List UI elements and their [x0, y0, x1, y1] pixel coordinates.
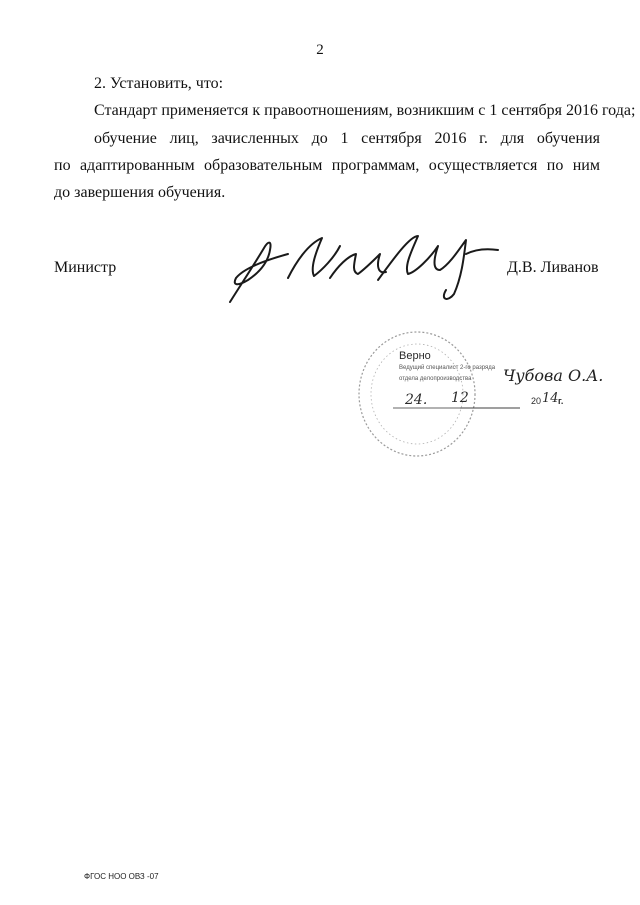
- minister-title: Министр: [54, 259, 117, 276]
- page-number: 2: [316, 42, 324, 58]
- paragraph-training-line-3: до завершения обучения.: [54, 184, 226, 201]
- document-code: ФГОС НОО ОВЗ -07: [84, 872, 159, 881]
- signatory-name: Д.В. Ливанов: [507, 259, 599, 276]
- stamp-year-prefix: 20: [531, 396, 542, 406]
- paragraph-training-line-1: обучение лиц, зачисленных до 1 сентября 2016 г. для обучения: [94, 130, 600, 147]
- item-heading: 2. Установить, что:: [94, 75, 224, 92]
- stamp-year: 14: [542, 391, 559, 406]
- stamp-day: 24.: [405, 392, 428, 408]
- stamp-month: 12: [451, 390, 469, 406]
- handwritten-signature: [218, 228, 508, 308]
- stamp-line-2: отдела делопроизводства: [399, 376, 472, 382]
- stamp-outline-icon: [355, 322, 635, 472]
- stamp-verified: Верно: [399, 350, 431, 362]
- stamp-handwritten-name: Чубова О.А.: [503, 366, 604, 385]
- stamp-year-suffix: г.: [558, 396, 564, 406]
- stamp-line-1: Ведущий специалист 2-го разряда: [399, 365, 496, 371]
- paragraph-standard-applies: Стандарт применяется к правоотношениям, возникшим с 1 сентября 2016 года;: [94, 102, 636, 119]
- paragraph-training-line-2: по адаптированным образовательным программам, осуществляется по ним: [54, 157, 600, 174]
- certification-stamp: [355, 322, 635, 472]
